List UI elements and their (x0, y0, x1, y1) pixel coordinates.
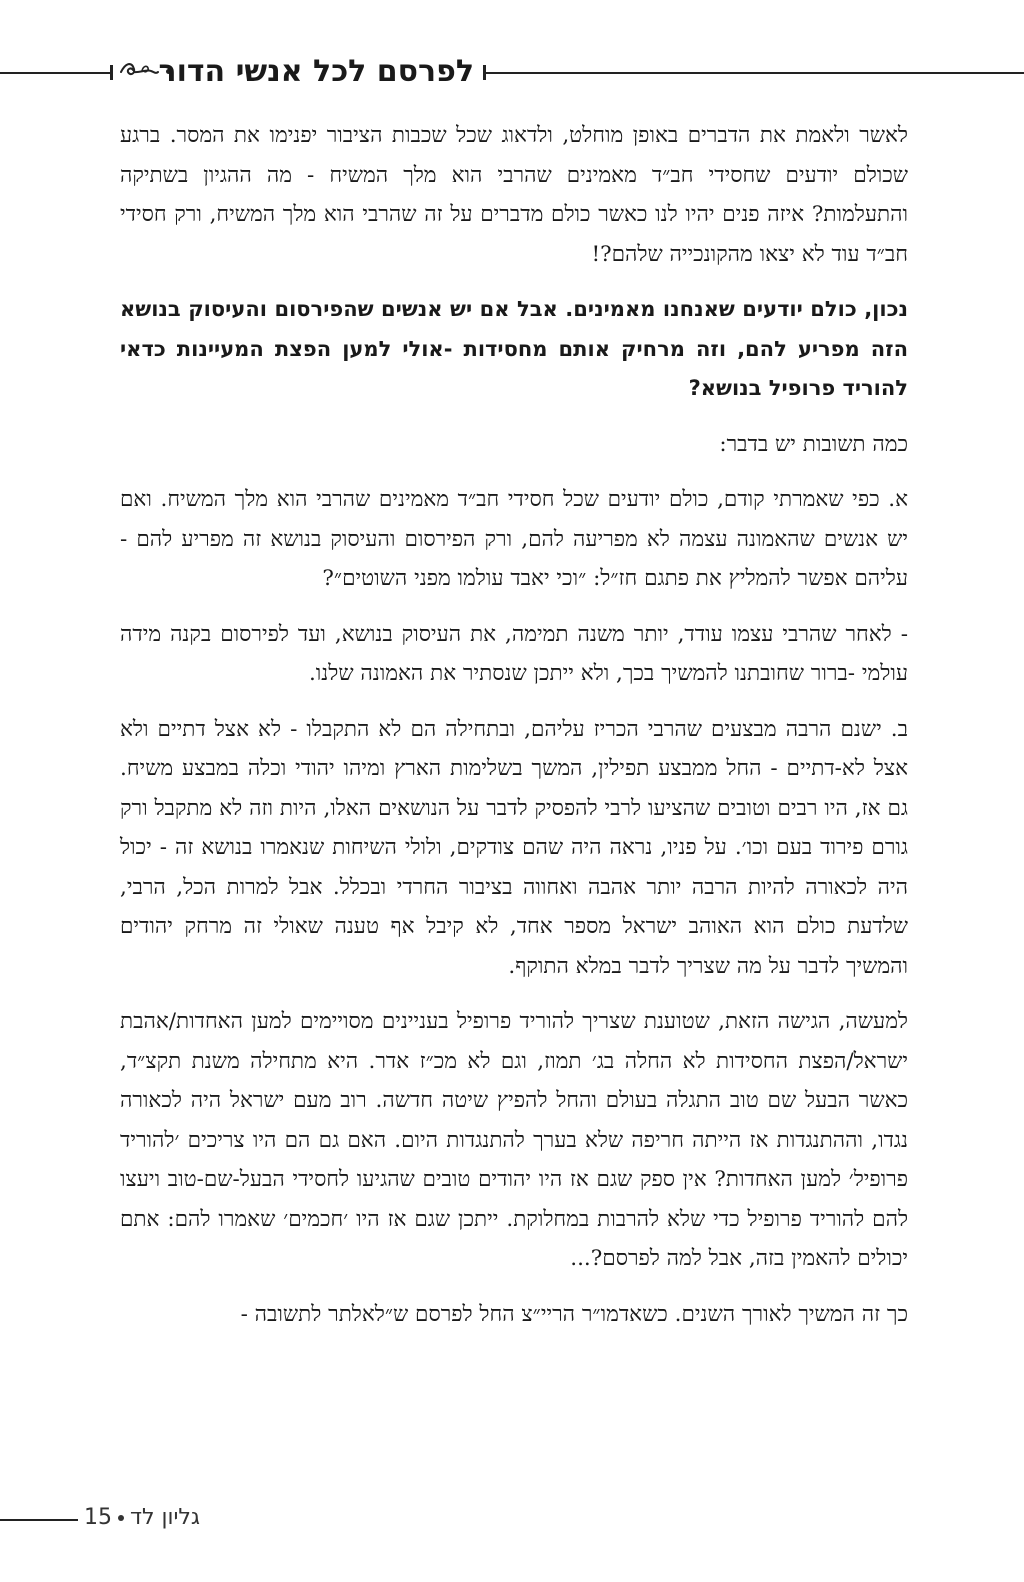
header-rule-left (0, 72, 110, 74)
paragraph: - לאחר שהרבי עצמו עודד, יותר משנה תמימה, את העיסוק בנושא, ועד לפירסום בקנה מידה עולמי -ברור שחובתנו להמשיך בכך, ולא ייתכן שנסתיר את האמונה שלנו. (120, 621, 908, 686)
issue-label: גליון לד (130, 1505, 200, 1530)
paragraph: לאשר ולאמת את הדברים באופן מוחלט, ולדאוג שכל שכבות הציבור יפנימו את המסר. ברגע שכולם יודעים שחסידי חב״ד מאמינים שהרבי הוא מלך המשיח - מה ההגיון בשתיקה והתעלמות? איזה פנים יהיו לנו כאשר כולם מדברים על זה שהרבי הוא מלך המשיח, ורק חסידי חב״ד עוד לא יצאו מהקונכייה שלהם?! (120, 123, 908, 267)
header-rule-right (484, 72, 1024, 74)
paragraph: כמה תשובות יש בדבר: (719, 431, 908, 457)
flourish-ornament-icon (118, 56, 160, 86)
page-footer (84, 1500, 214, 1536)
header-title: לפרסם לכל אנשי הדור (158, 54, 474, 89)
header-tick-left (110, 65, 113, 80)
paragraph: ב. ישנם הרבה מבצעים שהרבי הכריז עליהם, ובתחילה הם לא התקבלו - לא אצל דתיים ולא אצל לא-דתיים - החל ממבצע תפילין, המשך בשלימות הארץ ומיהו יהודי וכלה במבצע משיח. גם אז, היו רבים וטובים שהציעו לרבי להפסיק לדבר על הנושאים האלו, היות וזה לא מתקבל ורק גורם פירוד בעם וכו׳. על פניו, נראה היה שהם צודקים, ולולי השיחות שנאמרו בנושא זה - יכול היה לכאורה להיות הרבה יותר אהבה ואחווה בציבור החרדי ובכלל. אבל למרות הכל, הרבי, שלדעת כולם הוא האוהב ישראל מספר אחד, לא קיבל אף טענה שאולי זה מרחק יהודים והמשיך לדבר על מה שצריך לדבר במלא התוקף. (120, 716, 908, 979)
footer-bullet (118, 1515, 124, 1521)
article-body (120, 116, 908, 1350)
paragraph: כך זה המשיך לאורך השנים. כשאדמו״ר הריי״צ החל לפרסם ש״לאלתר לתשובה - (240, 1301, 908, 1327)
question-paragraph: נכון, כולם יודעים שאנחנו מאמינים. אבל אם יש אנשים שהפירסום והעיסוק בנושא הזה מפריע להם, וזה מרחיק אותם מחסידות -אולי למען הפצת המעיינות כדאי להוריד פרופיל בנושא? (120, 297, 908, 400)
footer-rule (0, 1519, 78, 1521)
running-header (0, 52, 1024, 100)
paragraph: א. כפי שאמרתי קודם, כולם יודעים שכל חסידי חב״ד מאמינים שהרבי הוא מלך המשיח. ואם יש אנשים שהאמונה עצמה לא מפריעה להם, ורק הפירסום והעיסוק בנושא זה מפריע להם - עליהם אפשר להמליץ את פתגם חז״ל: ״וכי יאבד עולמו מפני השוטים״? (120, 487, 908, 591)
paragraph: למעשה, הגישה הזאת, שטוענת שצריך להוריד פרופיל בעניינים מסויימים למען האחדות/אהבת ישראל/הפצת החסידות לא החלה בג׳ תמוז, וגם לא מכ״ז אדר. היא מתחילה משנת תקצ״ד, כאשר הבעל שם טוב התגלה בעולם והחל להפיץ שיטה חדשה. רוב מעם ישראל היה לכאורה נגדו, וההתנגדות אז הייתה חריפה שלא בערך להתנגדות היום. האם גם הם היו צריכים ׳להוריד פרופיל׳ למען האחדות? אין ספק שגם אז היו יהודים טובים שהגיעו לחסידי הבעל-שם-טוב ויעצו להם להוריד פרופיל כדי שלא להרבות במחלוקת. ייתכן שגם אז היו ׳חכמים׳ שאמרו להם: אתם יכולים להאמין בזה, אבל למה לפרסם?... (120, 1009, 908, 1271)
page-number: 15 (84, 1505, 112, 1530)
